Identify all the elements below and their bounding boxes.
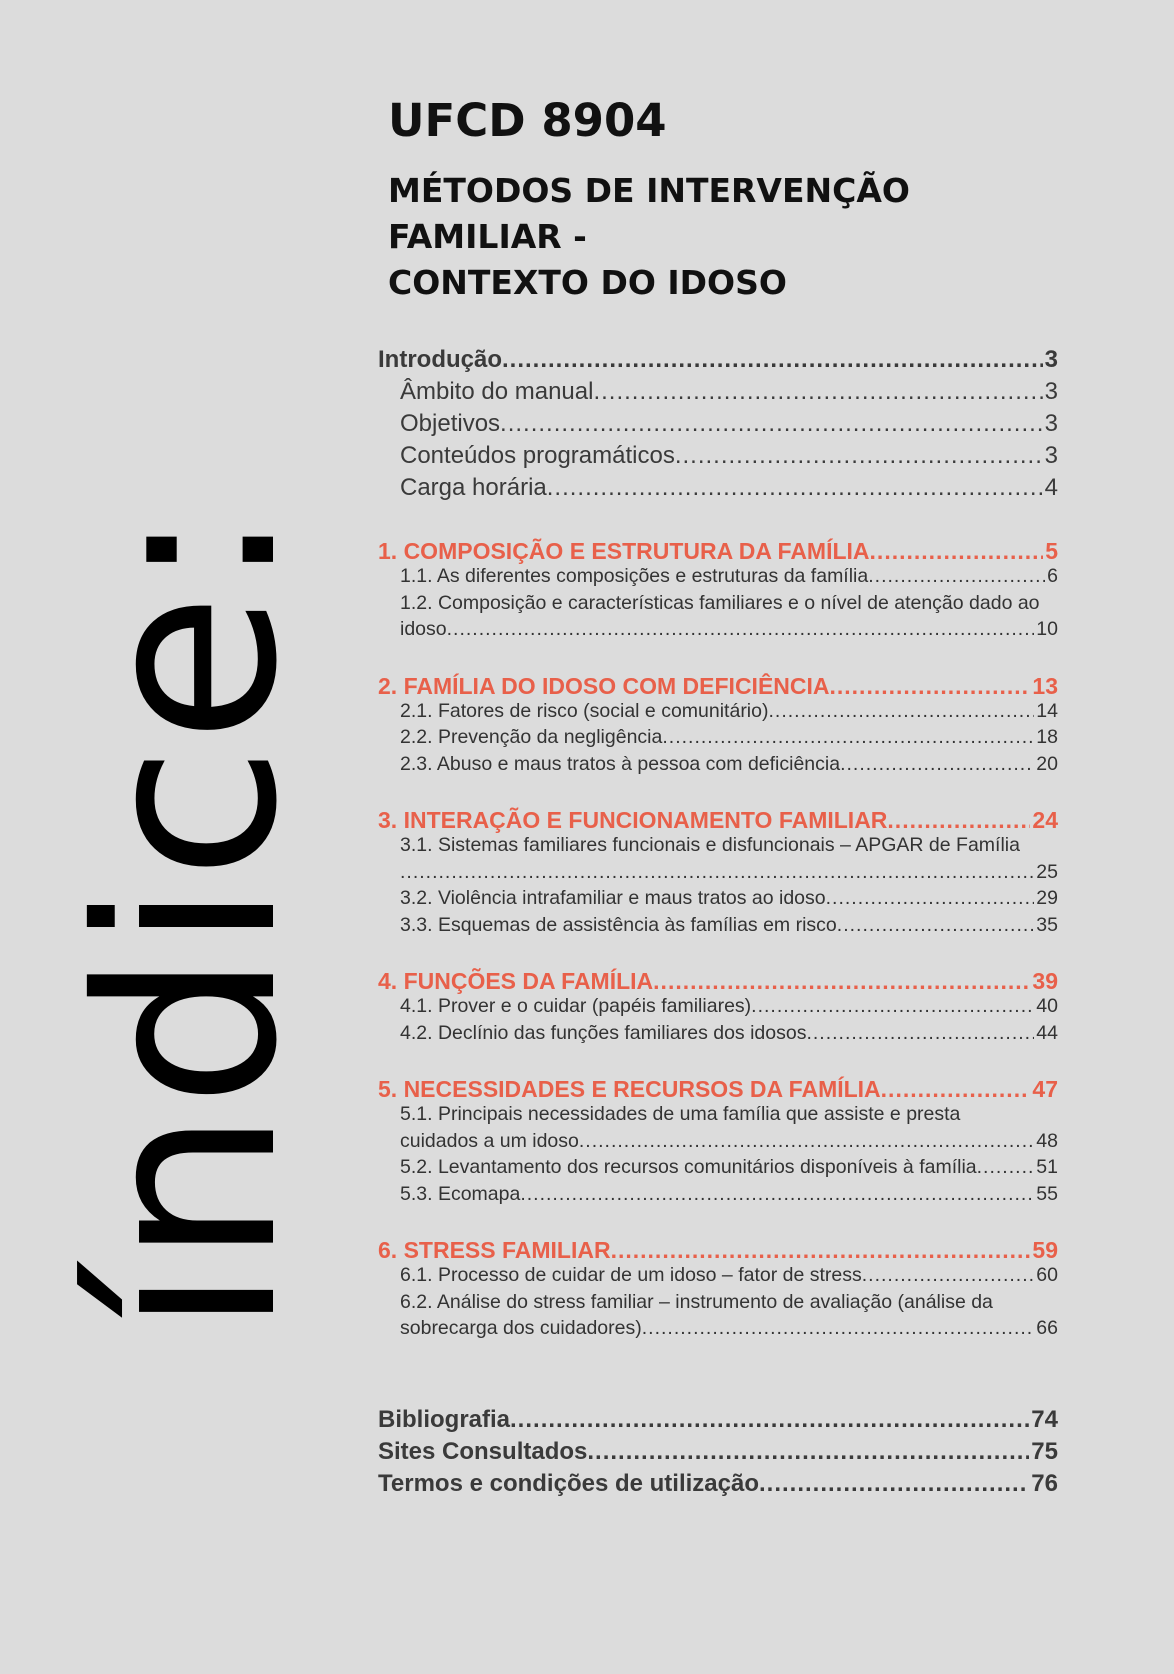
toc-subentry-first-line[interactable]: 6.2. Análise do stress familiar – instrumento de avaliação (análise da [400,1290,993,1313]
toc-chapter-6[interactable] [378,1237,1058,1264]
toc-page-number: 40 [1036,995,1058,1017]
toc-page-number: 51 [1036,1156,1058,1178]
toc-page-number: 59 [1032,1237,1058,1263]
toc-subentry-first-line[interactable]: 1.2. Composição e características familiares e o nível de atenção dado ao [400,591,1040,614]
toc-entry-label: idoso [400,618,447,640]
dot-leader [662,726,1034,749]
toc-page-number: 75 [1031,1438,1058,1465]
toc-page-number: 3 [1044,346,1058,373]
dot-leader [593,378,1042,406]
toc-entry-label: Carga horária [400,474,547,501]
toc-page-number: 24 [1032,807,1058,833]
dot-leader [400,861,1034,884]
dot-leader [837,914,1035,937]
dot-leader [547,474,1043,502]
toc-chapter-label: 3. INTERAÇÃO E FUNCIONAMENTO FAMILIAR [378,807,888,833]
toc-chapter-1[interactable] [378,538,1058,565]
toc-chapter-label: 1. COMPOSIÇÃO E ESTRUTURA DA FAMÍLIA [378,538,870,564]
dot-leader [862,1264,1035,1287]
toc-page-number: 3 [1044,442,1058,469]
toc-page-number: 5 [1045,538,1058,564]
toc-chapter-label: 4. FUNÇÕES DA FAMÍLIA [378,968,654,994]
toc-chapter-3[interactable] [378,807,1058,834]
toc-subentry-first-line[interactable]: 3.1. Sistemas familiares funcionais e disfuncionais – APGAR de Família [400,834,1020,856]
toc-page-number: 60 [1036,1264,1058,1286]
dot-leader [642,1317,1035,1340]
toc-chapter-label: 5. NECESSIDADES E RECURSOS DA FAMÍLIA [378,1076,881,1102]
toc-entry[interactable] [378,474,1058,506]
dot-leader [611,1237,1031,1264]
toc-page-number: 55 [1036,1182,1058,1205]
toc-entry-label: 4.2. Declínio das funções familiares dos idosos [400,1021,807,1044]
toc-page-number: 18 [1036,726,1058,748]
dot-leader [579,1130,1034,1153]
toc-subentry[interactable] [378,861,1058,888]
toc-entry-label: Sites Consultados [378,1438,588,1465]
toc-entry-sites-consultados[interactable] [378,1438,1058,1470]
toc-entry[interactable] [378,410,1058,442]
toc-entry-label: Objetivos [400,410,501,437]
toc-page-number: 25 [1036,860,1058,883]
dot-leader [675,442,1043,470]
dot-leader [977,1156,1035,1179]
toc-subentry[interactable] [378,1156,1058,1183]
toc-page-number: 3 [1044,410,1058,437]
toc-subentry[interactable] [378,1264,1058,1291]
toc-page-number: 48 [1036,1129,1058,1152]
dot-leader [502,346,1043,374]
toc-page-number: 74 [1031,1406,1058,1433]
toc-entry-label: 4.1. Prover e o cuidar (papéis familiares) [400,995,752,1017]
dot-leader [520,1183,1034,1206]
toc-page-number: 35 [1036,913,1058,936]
toc-entry-label: cuidados a um idoso [400,1129,579,1152]
toc-subentry[interactable] [378,753,1058,780]
title-line-2: CONTEXTO DO IDOSO [388,263,787,302]
dot-leader [840,753,1034,776]
toc-subentry[interactable] [378,1130,1058,1157]
toc-entry-label: Termos e condições de utilização [378,1470,759,1497]
dot-leader [510,1406,1029,1434]
course-code: UFCD 8904 [388,94,667,147]
toc-page-number: 20 [1036,752,1058,775]
table-of-contents [378,346,1058,1344]
dot-leader [830,673,1031,700]
dot-leader [870,538,1044,565]
toc-entry-label: 1.1. As diferentes composições e estruturas da família [400,565,869,587]
toc-subentry[interactable] [378,1022,1058,1049]
toc-page-number: 66 [1036,1317,1058,1339]
toc-page-number: 3 [1044,378,1058,405]
toc-subentry[interactable] [378,726,1058,753]
toc-subentry[interactable] [378,914,1058,941]
toc-entry-label: Bibliografia [378,1406,511,1433]
toc-entry[interactable] [378,442,1058,474]
document-header [388,92,1068,306]
toc-page-number: 6 [1047,565,1058,587]
dot-leader [806,1022,1034,1045]
toc-entry-label: 6.1. Processo de cuidar de um idoso – fator de stress [400,1264,862,1286]
toc-entry-bibliografia[interactable] [378,1406,1058,1438]
toc-subentry[interactable] [378,887,1058,914]
toc-entry-label: 2.2. Prevenção da negligência [400,726,663,748]
dot-leader [587,1438,1029,1466]
dot-leader [759,1470,1029,1498]
dot-leader [826,887,1035,910]
toc-entry-label: 2.3. Abuso e maus tratos à pessoa com deficiência [400,752,841,775]
dot-leader [653,968,1030,995]
toc-page-number: 76 [1031,1470,1058,1497]
toc-entry-introducao[interactable] [378,346,1058,378]
dot-leader [751,995,1034,1018]
toc-entry-label: 3.3. Esquemas de assistência às famílias em risco [400,913,837,936]
toc-chapter-5[interactable] [378,1076,1058,1103]
toc-page-number: 39 [1032,968,1058,994]
dot-leader [768,700,1034,723]
toc-entry-label: 5.2. Levantamento dos recursos comunitários disponíveis à família [400,1156,977,1178]
dot-leader [868,565,1045,588]
toc-chapter-label: 2. FAMÍLIA DO IDOSO COM DEFICIÊNCIA [378,672,830,699]
toc-subentry[interactable] [378,618,1058,645]
toc-page-number: 44 [1036,1021,1058,1044]
toc-chapter-label: 6. STRESS FAMILIAR [378,1237,611,1263]
toc-end-section [378,1406,1058,1502]
toc-entry-label: Âmbito do manual [400,378,594,405]
document-title [388,168,1068,306]
toc-chapter-2[interactable] [378,673,1058,700]
toc-entry-label: 5.3. Ecomapa [400,1182,521,1205]
toc-entry-label: 2.1. Fatores de risco (social e comunitário) [400,699,769,722]
toc-entry-termos[interactable] [378,1470,1058,1502]
toc-chapter-4[interactable] [378,968,1058,995]
toc-page-number: 4 [1044,474,1058,501]
dot-leader [881,1076,1031,1103]
toc-subentry-first-line[interactable]: 5.1. Principais necessidades de uma família que assiste e presta [400,1103,961,1125]
toc-page-number: 13 [1032,672,1058,699]
toc-page-number: 47 [1032,1076,1058,1102]
dot-leader [887,807,1030,834]
toc-entry-label: Introdução [378,346,502,373]
toc-page-number: 29 [1036,887,1058,909]
indice-vertical-title: índice: [46,506,331,1335]
toc-subentry[interactable] [378,995,1058,1022]
dot-leader [447,618,1035,641]
toc-page-number: 10 [1036,618,1058,640]
toc-subentry[interactable] [378,1317,1058,1344]
toc-entry-label: sobrecarga dos cuidadores) [400,1317,642,1339]
toc-page-number: 14 [1036,699,1058,722]
toc-entry-label: Conteúdos programáticos [400,442,675,469]
toc-subentry[interactable] [378,1183,1058,1210]
dot-leader [500,410,1043,438]
title-line-1: MÉTODOS DE INTERVENÇÃO FAMILIAR - [388,171,910,256]
toc-entry-label: 3.2. Violência intrafamiliar e maus tratos ao idoso [400,887,826,909]
toc-entry[interactable] [378,378,1058,410]
toc-subentry[interactable] [378,700,1058,727]
toc-subentry[interactable] [378,565,1058,592]
